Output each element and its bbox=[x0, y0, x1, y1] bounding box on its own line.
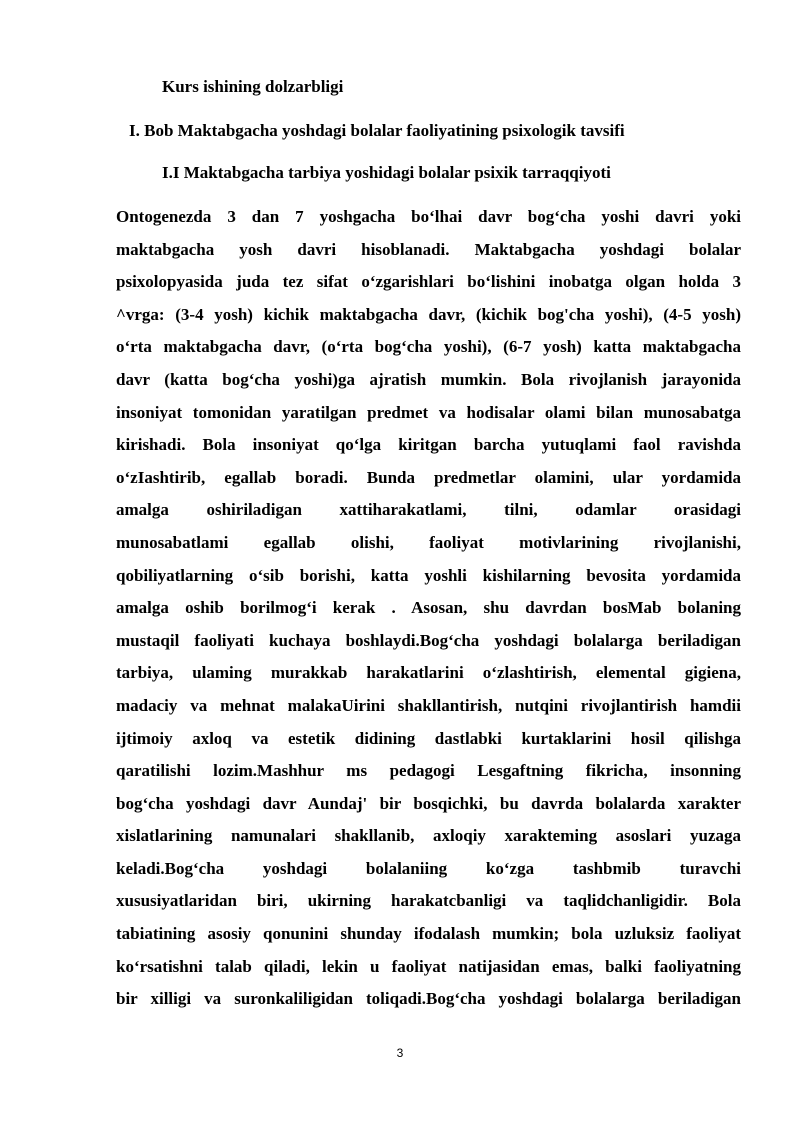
body-line: xislatlarining namunalari shakllanib, axloqiy xarakteming asoslari yuzaga bbox=[116, 826, 741, 846]
body-paragraph bbox=[116, 201, 741, 1016]
body-line: o‘zIashtirib, egallab boradi. Bunda predmetlar olamini, ular yordamida bbox=[116, 467, 741, 487]
body-line: munosabatlami egallab olishi, faoliyat motivlarining rivojlanishi, bbox=[116, 532, 741, 552]
body-line: ijtimoiy axloq va estetik didining dastlabki kurtaklarini hosil qilishga bbox=[116, 728, 741, 748]
body-line: xususiyatlaridan biri, ukirning harakatcbanligi va taqlidchanligidir. Bola bbox=[116, 891, 741, 911]
body-line: qaratilishi lozim.Mashhur ms pedagogi Lesgaftning fikricha, insonning bbox=[116, 761, 741, 781]
chapter-title: I. Bob Maktabgacha yoshdagi bolalar faoliyatining psixologik tavsifi bbox=[129, 121, 625, 140]
body-line: davr (katta bog‘cha yoshi)ga ajratish mumkin. Bola rivojlanish jarayonida bbox=[116, 369, 741, 389]
body-line: amalga oshib borilmog‘i kerak . Asosan, shu davrdan bosMab bolaning bbox=[116, 598, 741, 618]
section-title: I.I Maktabgacha tarbiya yoshidagi bolalar psixik tarraqqiyoti bbox=[162, 163, 611, 182]
body-line: psixolopyasida juda tez sifat o‘zgarishlari bo‘lishini inobatga olgan holda 3 bbox=[116, 272, 741, 292]
page-number: 3 bbox=[396, 1046, 404, 1060]
body-line: bog‘cha yoshdagi davr Aundaj' bir bosqichki, bu davrda bolalarda xarakter bbox=[116, 793, 741, 813]
body-line: insoniyat tomonidan yaratilgan predmet va hodisalar olami bilan munosabatga bbox=[116, 402, 741, 422]
body-line: maktabgacha yosh davri hisoblanadi. Maktabgacha yoshdagi bolalar bbox=[116, 239, 741, 259]
body-line: ko‘rsatishni talab qiladi, lekin u faoliyat natijasidan emas, balki faoliyatning bbox=[116, 956, 741, 976]
body-line: amalga oshiriladigan xattiharakatlami, tilni, odamlar orasidagi bbox=[116, 500, 741, 520]
body-line: keladi.Bog‘cha yoshdagi bolalaniing ko‘zga tashbmib turavchi bbox=[116, 858, 741, 878]
body-line: o‘rta maktabgacha davr, (o‘rta bog‘cha yoshi), (6-7 yosh) katta maktabgacha bbox=[116, 337, 741, 357]
body-line: ^vrga: (3-4 yosh) kichik maktabgacha davr, (kichik bog'cha yoshi), (4-5 yosh) bbox=[116, 304, 741, 324]
body-line: mustaqil faoliyati kuchaya boshlaydi.Bog‘cha yoshdagi bolalarga beriladigan bbox=[116, 630, 741, 650]
body-line: Ontogenezda 3 dan 7 yoshgacha bo‘lhai davr bog‘cha yoshi davri yoki bbox=[116, 207, 741, 226]
body-line: madaciy va mehnat malakaUirini shakllantirish, nutqini rivojlantirish hamdii bbox=[116, 695, 741, 715]
body-line: kirishadi. Bola insoniyat qo‘lga kiritgan barcha yutuqlami faol ravishda bbox=[116, 435, 741, 455]
heading-relevance: Kurs ishining dolzarbligi bbox=[162, 77, 344, 96]
body-line: tabiatining asosiy qonunini shunday ifodalash mumkin; bola uzluksiz faoliyat bbox=[116, 924, 741, 944]
body-line: bir xilligi va suronkaliligidan toliqadi.Bog‘cha yoshdagi bolalarga beriladigan bbox=[116, 989, 741, 1009]
body-line: qobiliyatlarning o‘sib borishi, katta yoshli kishilarning bevosita yordamida bbox=[116, 565, 741, 585]
body-line: tarbiya, ulaming murakkab harakatlarini o‘zlashtirish, elemental gigiena, bbox=[116, 663, 741, 683]
